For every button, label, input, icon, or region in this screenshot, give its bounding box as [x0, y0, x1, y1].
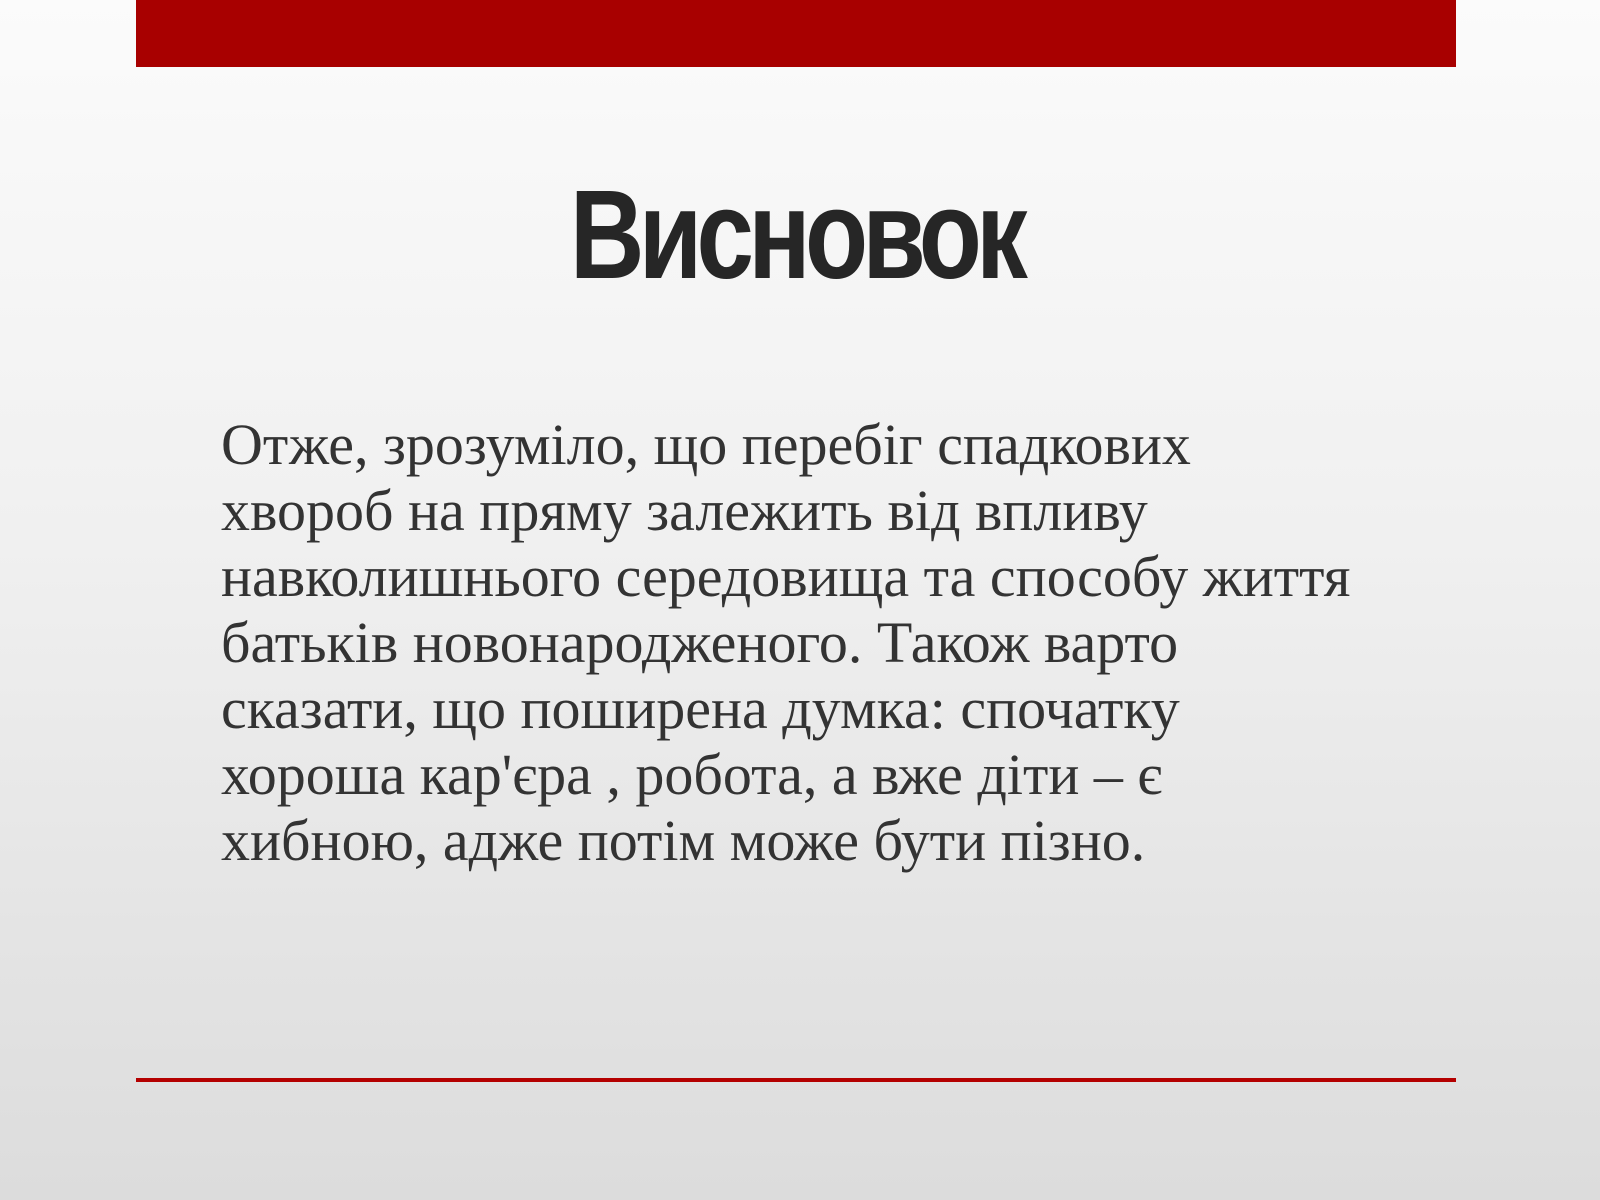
- slide-body-text: Отже, зрозуміло, що перебіг спадкових хвороб на пряму залежить від впливу навколишнього середовища та способу життя батьків новонародженого. Також варто сказати, що поширена думка: спочатку хороша кар'єра , робота, а вже діти – є хибною, адже потім може бути пізно.: [221, 412, 1351, 873]
- top-accent-bar: [136, 0, 1456, 67]
- bottom-accent-line: [136, 1078, 1456, 1082]
- slide-title: Висновок: [569, 164, 1023, 305]
